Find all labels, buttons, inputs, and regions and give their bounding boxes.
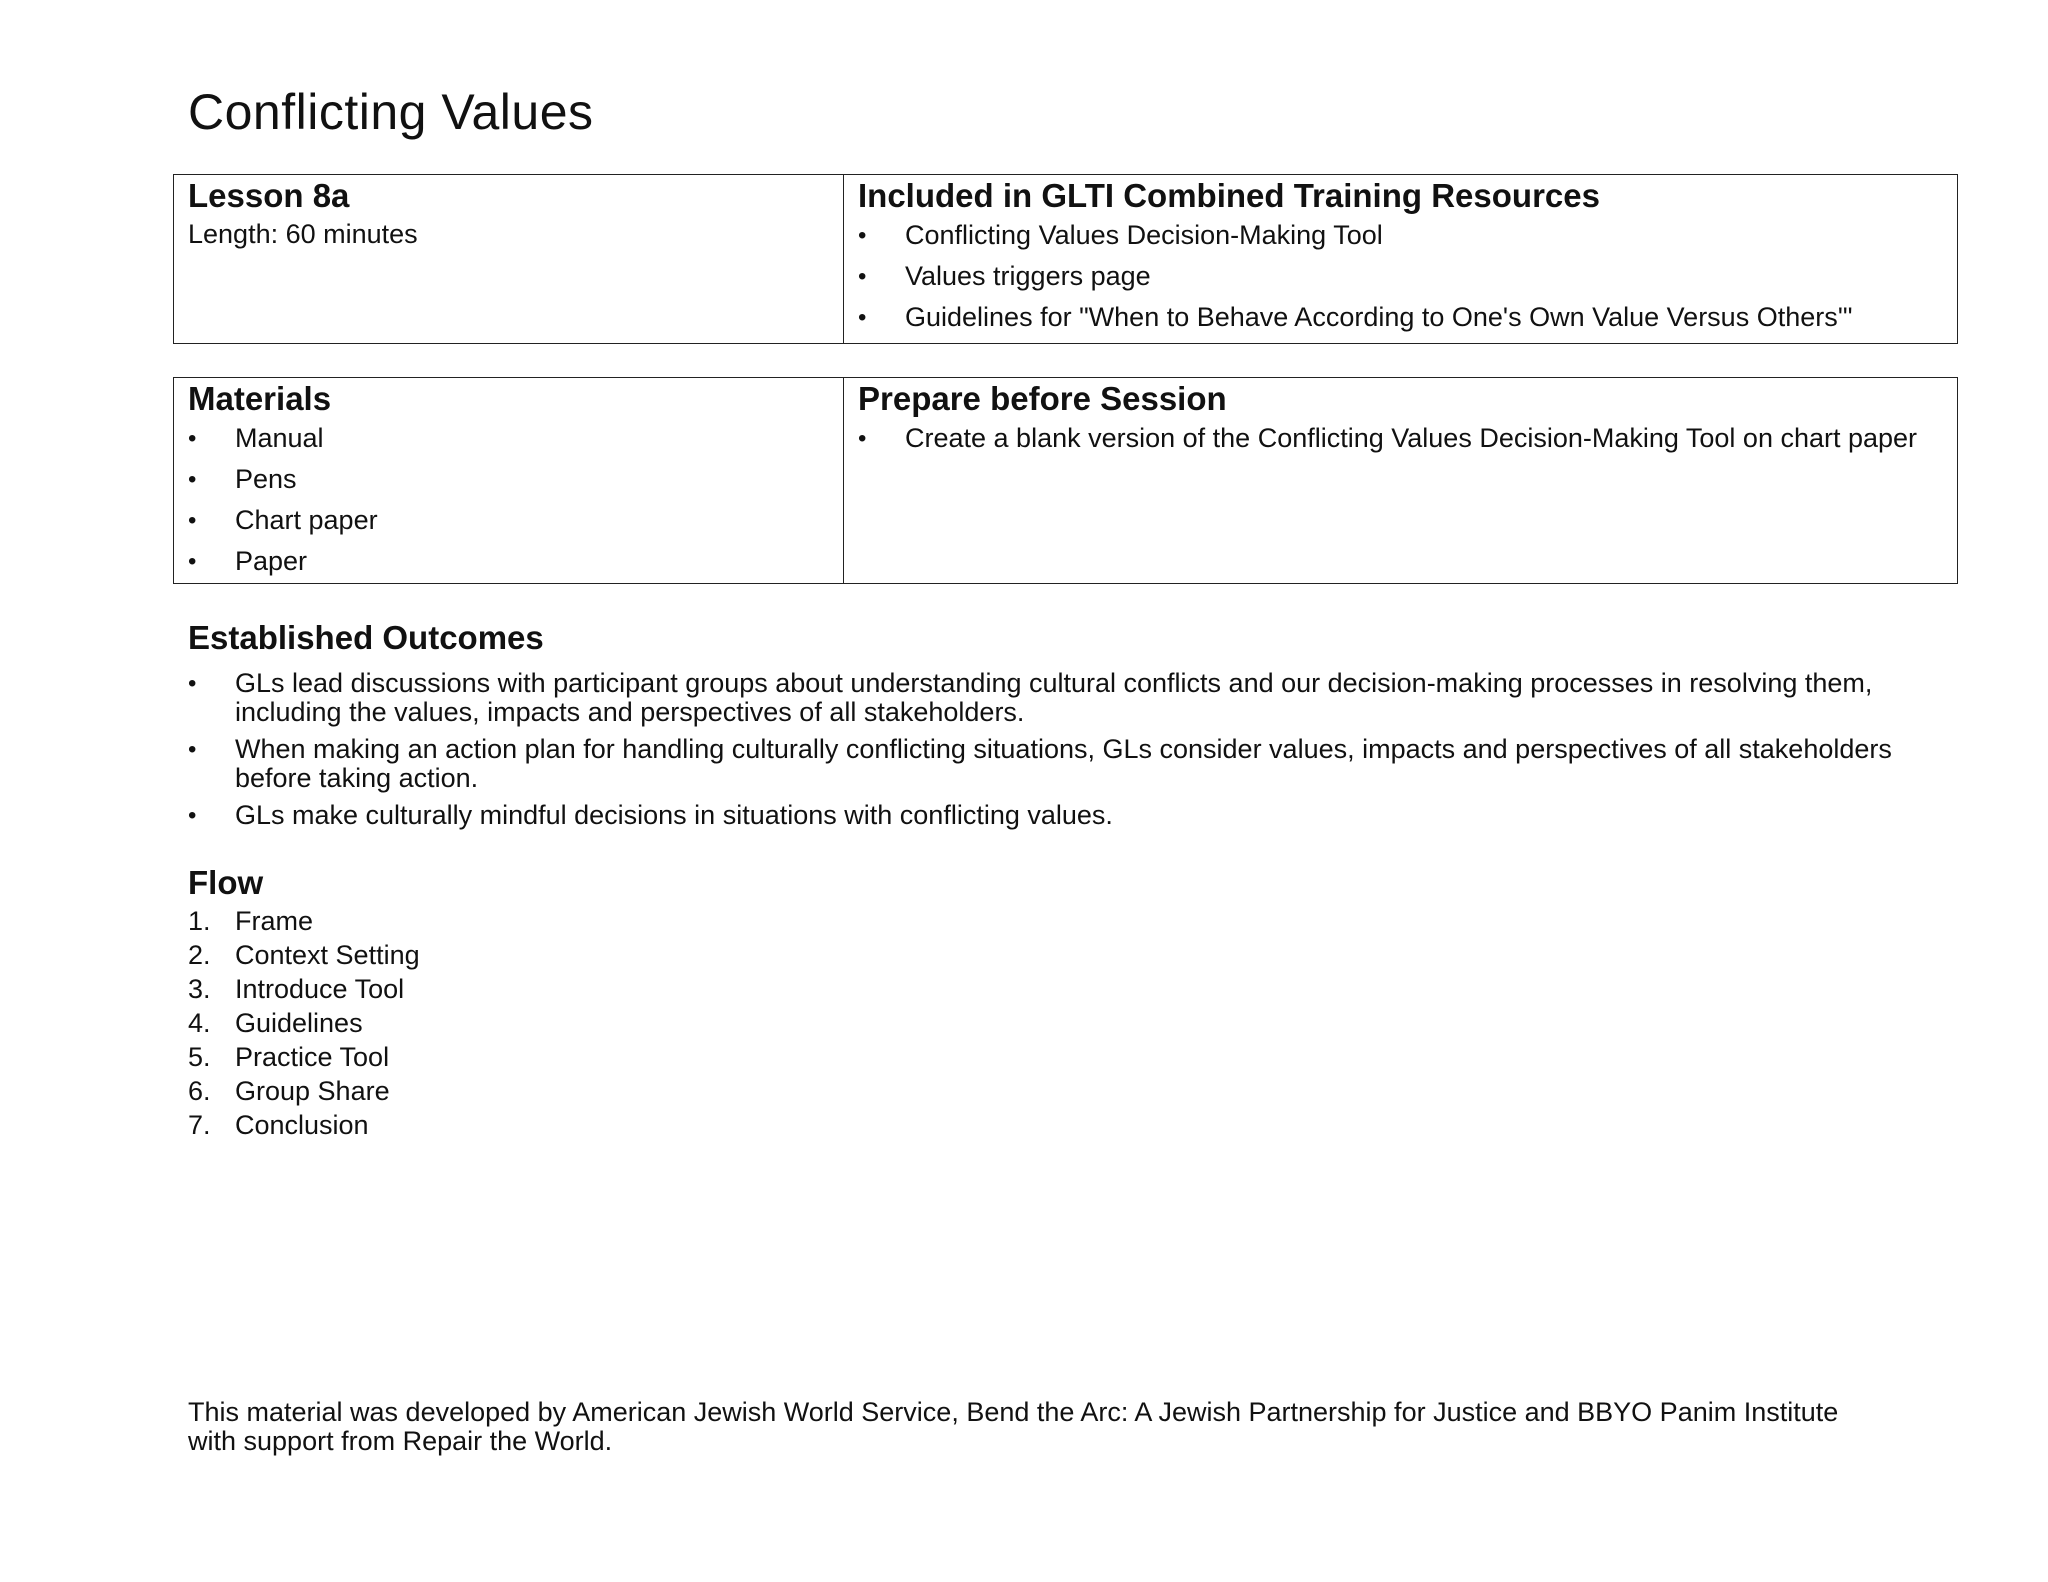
included-heading: Included in GLTI Combined Training Resources	[858, 177, 1600, 214]
list-item: • Create a blank version of the Conflicting Values Decision-Making Tool on chart paper	[858, 423, 1918, 453]
list-item: • When making an action plan for handling culturally conflicting situations, GLs consider values, impacts and perspectives of all stakeholders before taking action.	[188, 734, 1892, 793]
materials-heading: Materials	[188, 380, 332, 417]
bullet-icon: •	[188, 802, 197, 829]
page-title: Conflicting Values	[188, 84, 594, 140]
outcomes-section	[188, 617, 1928, 838]
bullet-icon: •	[858, 425, 867, 452]
materials-cell	[174, 378, 844, 584]
bullet-icon: •	[188, 736, 197, 763]
lesson-cell	[174, 175, 844, 344]
bullet-icon: •	[858, 304, 867, 331]
prepare-cell	[844, 378, 1958, 584]
list-item: • GLs make culturally mindful decisions in situations with conflicting values.	[188, 800, 1113, 830]
flow-step: 2. Context Setting	[188, 940, 420, 970]
bullet-icon: •	[188, 670, 197, 697]
list-item: • GLs lead discussions with participant groups about understanding cultural conflicts and our decision-making processes in resolving them, including the values, impacts and perspectives of all stakeholders.	[188, 668, 1873, 727]
materials-list	[188, 424, 829, 576]
bullet-icon: •	[188, 466, 197, 493]
list-item: • Pens	[188, 464, 297, 494]
prepare-list	[858, 424, 1943, 453]
list-item: • Guidelines for "When to Behave According to One's Own Value Versus Others'"	[858, 302, 1853, 332]
list-item: • Chart paper	[188, 505, 378, 535]
flow-step: 1. Frame	[188, 906, 314, 936]
outcomes-heading: Established Outcomes	[188, 619, 544, 656]
lesson-info-table	[173, 174, 1958, 344]
bullet-icon: •	[188, 425, 197, 452]
footer-credit: This material was developed by American Jewish World Service, Bend the Arc: A Jewish Partnership for Justice and BBYO Panim Institute with support from Repair the World.	[188, 1397, 1839, 1456]
flow-step: 6. Group Share	[188, 1076, 390, 1106]
bullet-icon: •	[858, 222, 867, 249]
flow-step: 3. Introduce Tool	[188, 974, 405, 1004]
list-item: • Paper	[188, 546, 308, 576]
flow-section	[188, 862, 1928, 1142]
flow-step: 5. Practice Tool	[188, 1042, 390, 1072]
bullet-icon: •	[858, 263, 867, 290]
bullet-icon: •	[188, 548, 197, 575]
flow-list	[188, 904, 1928, 1142]
lesson-heading: Lesson 8a	[188, 177, 350, 214]
materials-table	[173, 377, 1958, 584]
bullet-icon: •	[188, 507, 197, 534]
flow-step: 4. Guidelines	[188, 1008, 363, 1038]
included-list	[858, 221, 1943, 332]
flow-heading: Flow	[188, 864, 264, 901]
included-resources-cell	[844, 175, 1958, 344]
flow-step: 7. Conclusion	[188, 1110, 369, 1140]
list-item: • Manual	[188, 423, 324, 453]
outcomes-list	[188, 669, 1928, 830]
prepare-heading: Prepare before Session	[858, 380, 1227, 417]
lesson-length: Length: 60 minutes	[188, 219, 418, 249]
list-item: • Values triggers page	[858, 261, 1151, 291]
list-item: • Conflicting Values Decision-Making Tool	[858, 220, 1383, 250]
